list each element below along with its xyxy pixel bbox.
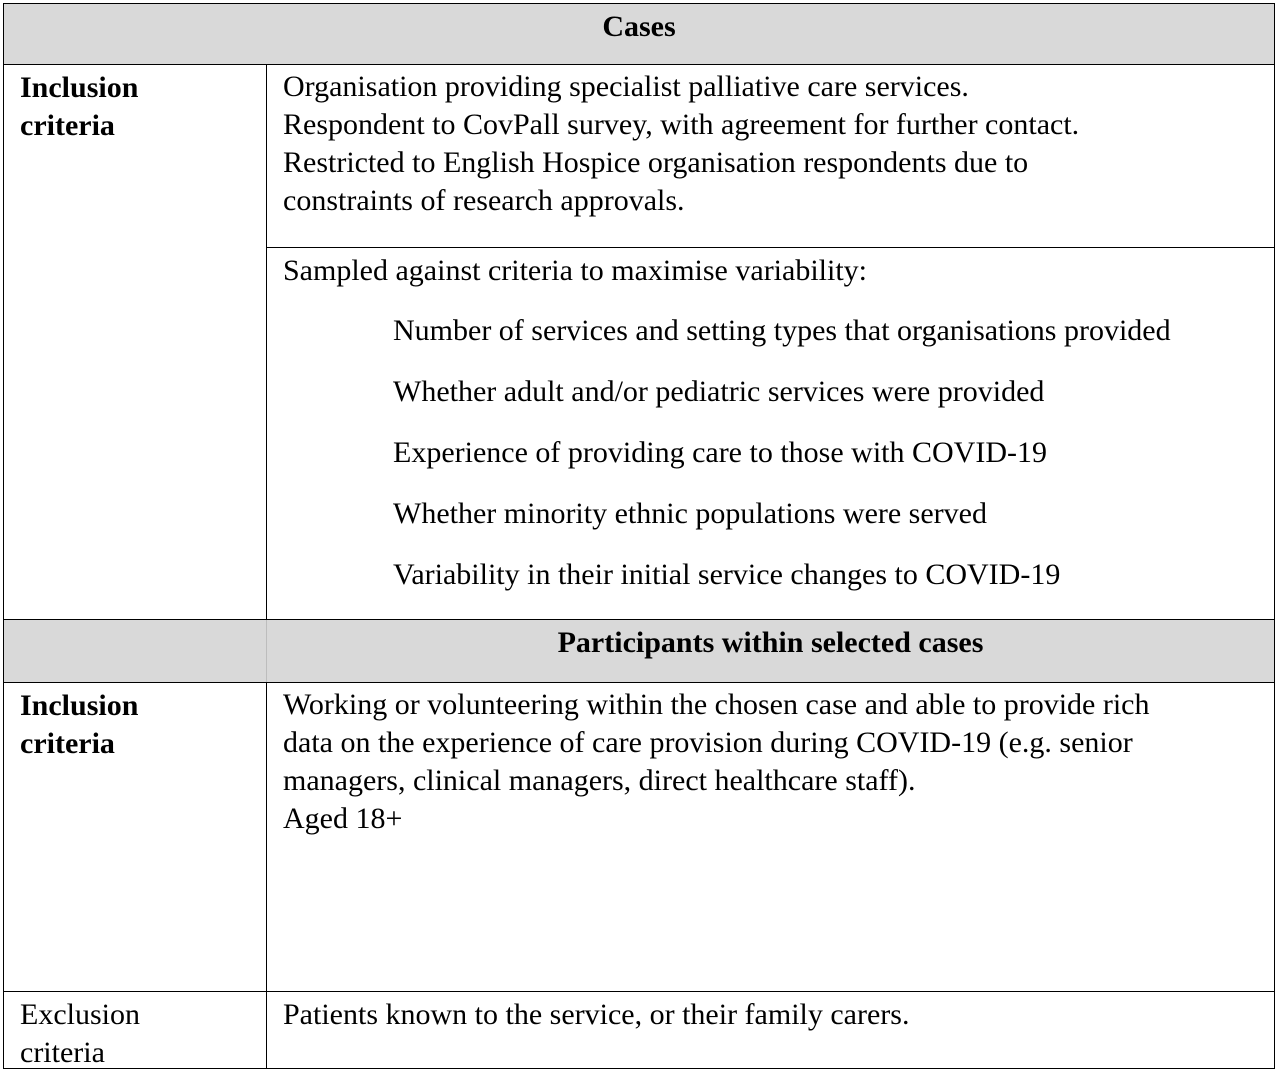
participants-inclusion-line-4: Aged 18+: [283, 802, 403, 835]
sampling-criterion-2: Whether adult and/or pediatric services were provided: [393, 375, 1045, 408]
participants-header: Participants within selected cases: [557, 626, 984, 659]
participants-exclusion-text: Patients known to the service, or their family carers.: [283, 998, 910, 1031]
sampling-intro: Sampled against criteria to maximise variability:: [283, 254, 868, 287]
sampling-criterion-3: Experience of providing care to those with COVID-19: [393, 436, 1047, 469]
cases-header-row: [3, 3, 1275, 65]
cases-inclusion-content: [267, 65, 1274, 619]
participants-exclusion-label: [4, 992, 267, 1068]
participants-inclusion-line-2: data on the experience of care provision during COVID-19 (e.g. senior: [283, 726, 1133, 759]
participants-inclusion-line-3: managers, clinical managers, direct healthcare staff).: [283, 764, 916, 797]
participants-inclusion-line-1: Working or volunteering within the chosen case and able to provide rich: [283, 688, 1150, 721]
cases-inclusion-label-text: Inclusion criteria: [20, 71, 139, 142]
cases-inclusion-row: [3, 65, 1275, 620]
participants-exclusion-label-text: Exclusion criteria: [20, 998, 140, 1069]
cases-inclusion-label: [4, 65, 267, 619]
participants-inclusion-row: [3, 683, 1275, 992]
participants-inclusion-label-text: Inclusion criteria: [20, 689, 139, 760]
participants-inclusion-label: [4, 683, 267, 991]
cases-inclusion-line-3: Restricted to English Hospice organisation respondents due to: [283, 146, 1029, 179]
participants-exclusion-row: [3, 992, 1275, 1069]
cases-inclusion-line-1: Organisation providing specialist palliative care services.: [283, 70, 969, 103]
cases-header: Cases: [602, 10, 676, 43]
cases-inclusion-line-2: Respondent to CovPall survey, with agreement for further contact.: [283, 108, 1080, 141]
sampling-criterion-5: Variability in their initial service changes to COVID-19: [393, 558, 1061, 591]
participants-header-row: [3, 620, 1275, 683]
participants-exclusion-content: [267, 992, 1274, 1068]
cases-inclusion-line-4: constraints of research approvals.: [283, 184, 685, 217]
sampling-criterion-1: Number of services and setting types that organisations provided: [393, 314, 1171, 347]
participants-header-spacer: [4, 620, 267, 682]
sampling-criterion-4: Whether minority ethnic populations were served: [393, 497, 987, 530]
participants-inclusion-content: [267, 683, 1274, 991]
criteria-table: [3, 3, 1275, 1069]
sampling-divider: [267, 247, 1274, 248]
